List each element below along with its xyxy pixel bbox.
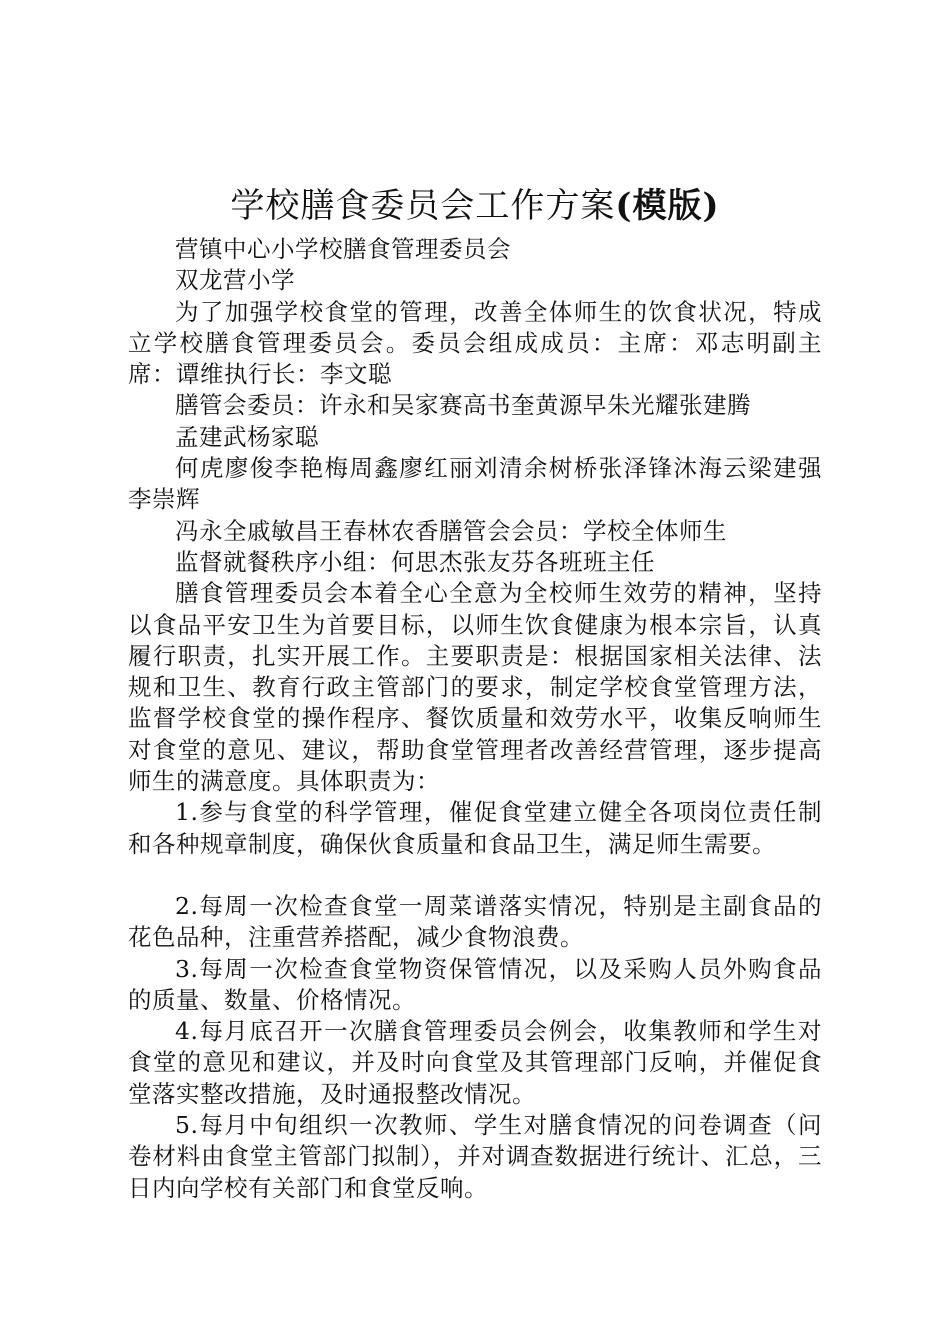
paragraph-spacer bbox=[128, 860, 822, 891]
paragraph-duties-overview: 膳食管理委员会本着全心全意为全校师生效劳的精神，坚持以食品平安卫生为首要目标，以师生饮食健康为根本宗旨，认真履行职责，扎实开展工作。主要职责是：根据国家相关法律、法规和卫生、教育行政主管部门的要求，制定学校食堂管理方法，监督学校食堂的操作程序、餐饮质量和效劳水平，收集反响师生对食堂的意见、建议，帮助食堂管理者改善经营管理，逐步提高师生的满意度。具体职责为： bbox=[128, 579, 822, 796]
paragraph-duty-2: 2.每周一次检查食堂一周菜谱落实情况，特别是主副食品的花色品种，注重营养搭配，减少食物浪费。 bbox=[128, 891, 822, 952]
paragraph-school-committee: 营镇中心小学校膳食管理委员会 bbox=[175, 235, 511, 263]
paragraph-duty-1: 1.参与食堂的科学管理，催促食堂建立健全各项岗位责任制和各种规章制度，确保伙食质量和食品卫生，满足师生需要。 bbox=[128, 798, 822, 858]
paragraph-duty-5: 5.每月中旬组织一次教师、学生对膳食情况的问卷调查（问卷材料由食堂主管部门拟制），并对调查数据进行统计、汇总，三日内向学校有关部门和食堂反响。 bbox=[128, 1111, 822, 1202]
paragraph-duty-4: 4.每月底召开一次膳食管理委员会例会，收集教师和学生对食堂的意见和建议，并及时向食堂及其管理部门反响，并催促食堂落实整改措施，及时通报整改情况。 bbox=[128, 1017, 822, 1108]
paragraph-members-continued-3: 冯永全戚敏昌王春林农香膳管会会员：学校全体师生 bbox=[175, 516, 727, 545]
document-title-suffix: (模版) bbox=[615, 186, 720, 226]
paragraph-members-continued-2: 何虎廖俊李艳梅周鑫廖红丽刘清余树桥张泽锋沐海云梁建强李崇辉 bbox=[128, 454, 822, 514]
paragraph-school-name: 双龙营小学 bbox=[175, 266, 295, 295]
paragraph-committee-members: 膳管会委员：许永和吴家赛高书奎黄源早朱光耀张建腾 bbox=[175, 391, 751, 420]
paragraph-supervision-group: 监督就餐秩序小组：何思杰张友芬各班班主任 bbox=[175, 547, 655, 576]
document-title-main: 学校膳食委员会工作方案 bbox=[230, 186, 616, 226]
paragraph-duty-3: 3.每周一次检查食堂物资保管情况，以及采购人员外购食品的质量、数量、价格情况。 bbox=[128, 954, 822, 1014]
paragraph-intro: 为了加强学校食堂的管理，改善全体师生的饮食状况，特成立学校膳食管理委员会。委员会组成成员：主席：邓志明副主席：谭维执行长：李文聪 bbox=[128, 297, 822, 389]
document-page bbox=[128, 180, 822, 1204]
document-title bbox=[128, 180, 822, 232]
paragraph-members-continued-1: 孟建武杨家聪 bbox=[175, 422, 319, 451]
